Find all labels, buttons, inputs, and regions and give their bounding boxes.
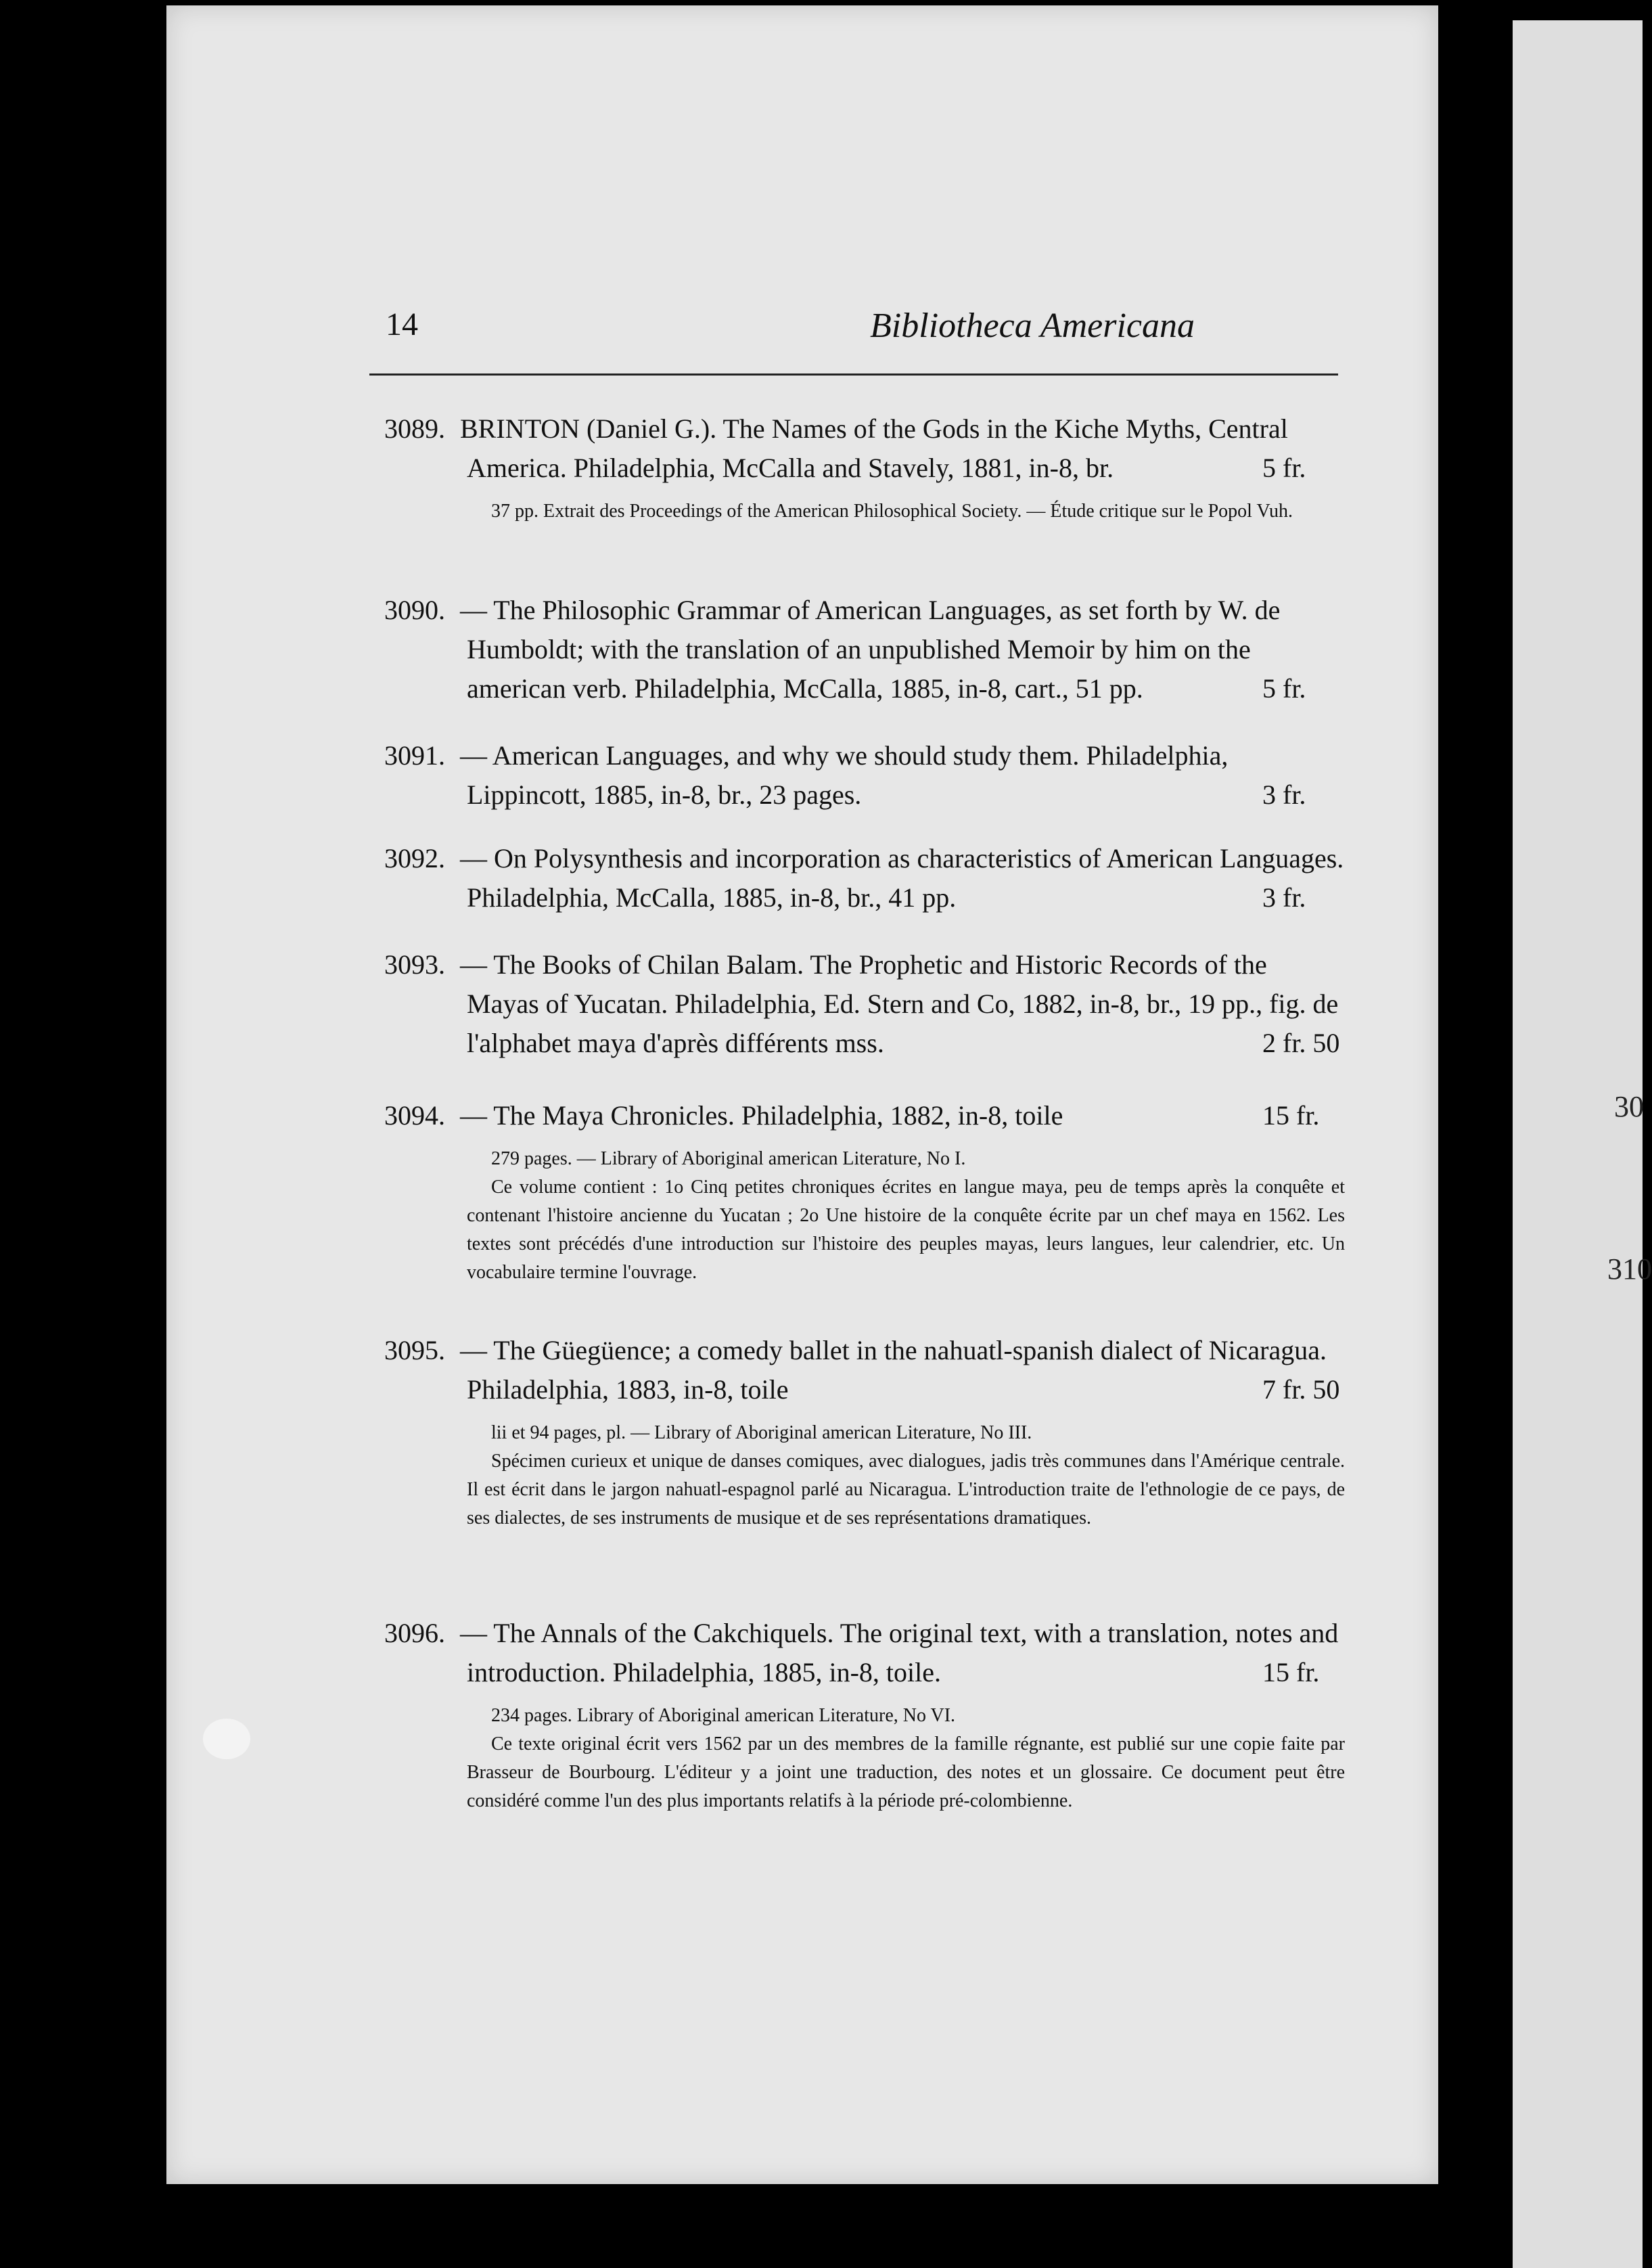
page-header (219, 306, 1643, 360)
facing-page-fragment: 310 (1607, 1252, 1652, 1286)
entry-description: Spécimen curieux et unique de danses comiques, avec dialogues, jadis très communes dans l'Amérique centrale. Il est écrit dans le jargon nahuatl-espagnol parlé au Nicaragua. L'introduction traite de l'ethnologie de ce pays, de ses dialectes, de ses instruments de musique et de ses représentations dramatiques. (467, 1451, 1345, 1528)
catalog-entry: 3094. — The Maya Chronicles. Philadelphia, 1882, in-8, toile 15 fr. 279 pages. — Library of Aboriginal american Literature, No I. Ce volume contient : 1o Cinq petites chroniques écrites en langue maya, peu de temps après la conquête et contenant l'histoire ancienne du Yucatan ; 2o Une histoire de la conquête écrite par un chef maya en 1562. Les textes sont précédés d'une introduction sur l'histoire des peuples mayas, leurs langues, leur calendrier, etc. Un vocabulaire termine l'ouvrage. (384, 1096, 1345, 1287)
entry-number: 3091. (384, 740, 445, 771)
entry-text: — The Maya Chronicles. Philadelphia, 1882, in-8, toile (460, 1100, 1063, 1131)
entry-number: 3093. (384, 949, 445, 980)
entry-text: — The Güegüence; a comedy ballet in the nahuatl-spanish dialect of Nicaragua. Philadelphia, 1883, in-8, toile (460, 1335, 1327, 1405)
catalog-entry: 3090. — The Philosophic Grammar of American Languages, as set forth by W. de Humboldt; with the translation of an unpublished Memoir by him on the american verb. Philadelphia, McCalla, 1885, in-8, cart., 51 pp. 5 fr. (384, 591, 1345, 708)
entry-note: 279 pages. — Library of Aboriginal american Literature, No I. (491, 1148, 966, 1169)
entry-text: — The Annals of the Cakchiquels. The original text, with a translation, notes and introduction. Philadelphia, 1885, in-8, toile. (460, 1618, 1339, 1687)
running-title: Bibliotheca Americana (870, 307, 1195, 345)
entry-number: 3090. (384, 595, 445, 625)
entry-note: 234 pages. Library of Aboriginal american Literature, No VI. (491, 1705, 956, 1726)
catalog-entry: 3095. — The Güegüence; a comedy ballet in the nahuatl-spanish dialect of Nicaragua. Philadelphia, 1883, in-8, toile 7 fr. 50 lii et 94 pages, pl. — Library of Aboriginal american Literature, No III. Spécimen curieux et unique de danses comiques, avec dialogues, jadis très communes dans l'Amérique centrale. Il est écrit dans le jargon nahuatl-espagnol parlé au Nicaragua. L'introduction traite de l'ethnologie de ce pays, de ses dialectes, de ses instruments de musique et de ses représentations dramatiques. (384, 1331, 1345, 1533)
catalog-entry: 3096. — The Annals of the Cakchiquels. The original text, with a translation, notes and introduction. Philadelphia, 1885, in-8, toile. 15 fr. 234 pages. Library of Aboriginal american Literature, No VI. Ce texte original écrit vers 1562 par un des membres de la famille régnante, est publié sur une copie faite par Brasseur de Bourbourg. L'éditeur y a joint une traduction, des notes et un glossaire. Ce document peut être considéré comme l'un des plus importants relatifs à la période pré-colombienne. (384, 1614, 1345, 1815)
catalog-entry: 3091. — American Languages, and why we should study them. Philadelphia, Lippincott, 1885, in-8, br., 23 pages. 3 fr. (384, 736, 1345, 815)
entry-text: — The Books of Chilan Balam. The Prophetic and Historic Records of the Mayas of Yucatan. Philadelphia, Ed. Stern and Co, 1882, in-8, br., 19 pp., fig. de l'alphabet maya d'après différents mss. (460, 949, 1339, 1058)
catalog-entry: 3089. BRINTON (Daniel G.). The Names of the Gods in the Kiche Myths, Central America. Philadelphia, McCalla and Stavely, 1881, in-8, br. 5 fr. 37 pp. Extrait des Proceedings of the American Philosophical Society. — Étude critique sur le Popol Vuh. (384, 409, 1345, 526)
paper-stain (203, 1719, 250, 1759)
catalog-entry: 3093. — The Books of Chilan Balam. The Prophetic and Historic Records of the Mayas of Yucatan. Philadelphia, Ed. Stern and Co, 1882, in-8, br., 19 pp., fig. de l'alphabet maya d'après différents mss. 2 fr. 50 (384, 945, 1345, 1063)
entry-text: BRINTON (Daniel G.). The Names of the Gods in the Kiche Myths, Central America. Philadelphia, McCalla and Stavely, 1881, in-8, br. (460, 413, 1288, 483)
facing-page-fragment: 30 (1614, 1090, 1644, 1123)
entry-text: — On Polysynthesis and incorporation as characteristics of American Languages. Philadelphia, McCalla, 1885, in-8, br., 41 pp. (460, 843, 1344, 913)
entry-description: Ce texte original écrit vers 1562 par un des membres de la famille régnante, est publié sur une copie faite par Brasseur de Bourbourg. L'éditeur y a joint une traduction, des notes et un glossaire. Ce document peut être considéré comme l'un des plus importants relatifs à la période pré-colombienne. (467, 1733, 1345, 1811)
entry-number: 3095. (384, 1335, 445, 1365)
entry-note: 37 pp. Extrait des Proceedings of the American Philosophical Society. — Étude critique sur le Popol Vuh. (491, 501, 1293, 522)
header-rule (369, 373, 1338, 376)
entry-text: — The Philosophic Grammar of American Languages, as set forth by W. de Humboldt; with the translation of an unpublished Memoir by him on the american verb. Philadelphia, McCalla, 1885, in-8, cart., 51 pp. (460, 595, 1281, 704)
catalog-entry: 3092. — On Polysynthesis and incorporation as characteristics of American Languages. Philadelphia, McCalla, 1885, in-8, br., 41 pp. 3 fr. (384, 839, 1345, 917)
entry-number: 3094. (384, 1100, 445, 1131)
page-number: 14 (386, 307, 418, 342)
entry-text: — American Languages, and why we should study them. Philadelphia, Lippincott, 1885, in-8, br., 23 pages. (460, 740, 1229, 810)
entry-number: 3092. (384, 843, 445, 874)
entry-number: 3096. (384, 1618, 445, 1648)
entry-description: Ce volume contient : 1o Cinq petites chroniques écrites en langue maya, peu de temps après la conquête et contenant l'histoire ancienne du Yucatan ; 2o Une histoire de la conquête écrite par un chef maya en 1562. Les textes sont précédés d'une introduction sur l'histoire des peuples mayas, leurs langues, leur calendrier, etc. Un vocabulaire termine l'ouvrage. (467, 1177, 1345, 1283)
entry-number: 3089. (384, 413, 445, 444)
entry-note: lii et 94 pages, pl. — Library of Aboriginal american Literature, No III. (491, 1422, 1032, 1443)
